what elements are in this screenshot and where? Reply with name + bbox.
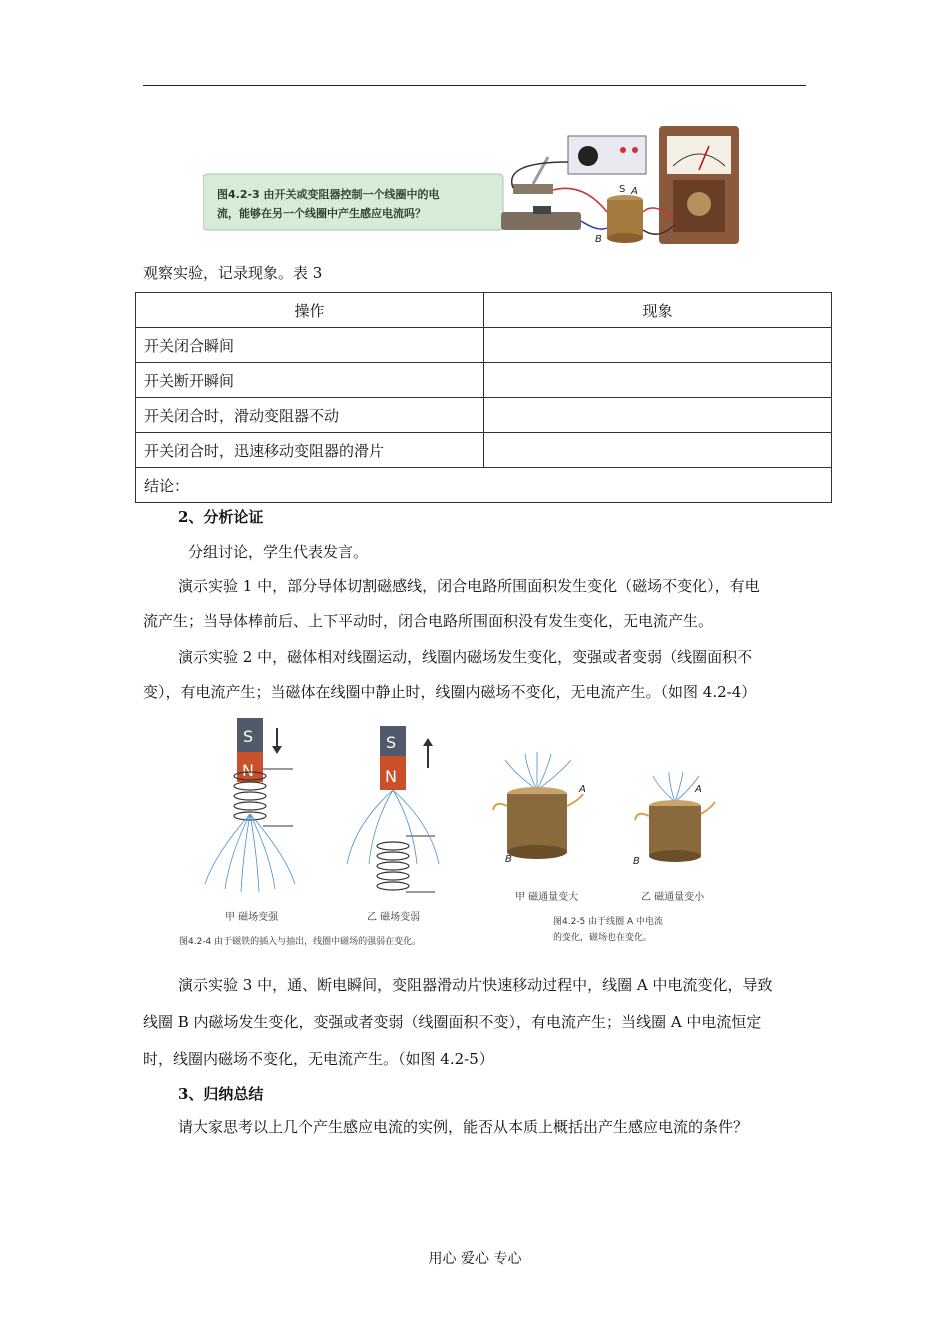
caption-box: [203, 174, 503, 230]
magnet-n-label: N: [242, 761, 254, 780]
section2-p2-line2: 流产生；当导体棒前后、上下平动时，闭合电路所围面积没有发生变化，无电流产生。: [143, 612, 714, 630]
label-yi: 乙 磁场变弱: [367, 912, 421, 923]
table-header-phenomenon: 现象: [484, 293, 832, 328]
table-header-row: [136, 293, 832, 328]
intro-text: 观察实验，记录现象。表 3: [143, 264, 323, 282]
section2-p2-line1: 演示实验 1 中，部分导体切割磁感线，闭合电路所围面积发生变化（磁场不变化），有电: [178, 577, 760, 595]
page-footer: 用心 爱心 专心: [428, 1251, 522, 1267]
label-a: A: [695, 784, 702, 795]
p4-line3: 时，线圈内磁场不变化，无电流产生。（如图 4.2-5）: [143, 1050, 494, 1068]
table-cell-phenomenon: [484, 363, 832, 398]
table-cell-phenomenon: [484, 433, 832, 468]
magnet-s-label: S: [243, 727, 254, 746]
caption-4-2-5-line2: 的变化，磁场也在变化。: [553, 933, 653, 943]
field-lines-yi: [347, 790, 439, 864]
figure1-caption-2: 流，能够在另一个线圈中产生感应电流吗？: [217, 207, 426, 220]
rheostat: [501, 212, 581, 230]
table-conclusion: 结论：: [136, 468, 832, 503]
table-row: [136, 398, 832, 433]
section3-heading: 3、归纳总结: [178, 1085, 264, 1103]
section2-p3-line1: 演示实验 2 中，磁体相对线圈运动，线圈内磁场发生变化，变强或者变弱（线圈面积不: [178, 648, 753, 666]
figure-4-2-3: [203, 122, 748, 250]
table-cell-phenomenon: [484, 328, 832, 363]
figure1-caption-1: 图4.2-3 由开关或变阻器控制一个线圈中的电: [217, 188, 440, 201]
switch: [513, 184, 553, 194]
section2-p3-line2: 变），有电流产生；当磁体在线圈中静止时，线圈内磁场不变化，无电流产生。（如图 4.2-4）: [143, 683, 757, 701]
magnet-n-label: N: [385, 767, 397, 786]
coil-yi: [377, 842, 409, 890]
table-header-operation: 操作: [136, 293, 484, 328]
coil-photo: [607, 200, 643, 238]
p4-line2: 线圈 B 内磁场发生变化，变强或者变弱（线圈面积不变），有电流产生；当线圈 A 中电流恒定: [143, 1013, 762, 1031]
diagram-flux-decrease: [633, 772, 715, 903]
table-conclusion-row: [136, 468, 832, 503]
diagram-yi: [347, 726, 439, 923]
table-cell-operation: 开关闭合瞬间: [136, 328, 484, 363]
table-row: [136, 363, 832, 398]
label-jia: 甲 磁场变强: [225, 912, 279, 923]
label-a: A: [631, 186, 638, 197]
figure-4-2-4-and-4-2-5: [175, 714, 775, 954]
label-b: B: [633, 856, 640, 867]
diagram-jia: [205, 718, 295, 923]
table-row: [136, 328, 832, 363]
table-cell-operation: 开关断开瞬间: [136, 363, 484, 398]
section3-p1: 请大家思考以上几个产生感应电流的实例，能否从本质上概括出产生感应电流的条件？: [178, 1118, 749, 1136]
table-cell-operation: 开关闭合时，滑动变阻器不动: [136, 398, 484, 433]
observation-table: [135, 292, 832, 503]
section2-p1: 分组讨论，学生代表发言。: [188, 543, 369, 561]
arrow-down-icon: [272, 746, 282, 754]
label-jia2: 甲 磁通量变大: [515, 892, 579, 903]
table-row: [136, 433, 832, 468]
section2-heading: 2、分析论证: [178, 508, 264, 526]
p4-line1: 演示实验 3 中，通、断电瞬间，变阻器滑动片快速移动过程中，线圈 A 中电流变化，导致: [178, 976, 773, 994]
label-b: B: [595, 234, 602, 245]
label-a: A: [579, 784, 586, 795]
diagram-flux-increase: [493, 752, 586, 903]
label-s: S: [619, 184, 626, 195]
caption-4-2-5-line1: 图4.2-5 由于线圈 A 中电流: [553, 917, 664, 927]
arrow-up-icon: [423, 738, 433, 746]
table-cell-phenomenon: [484, 398, 832, 433]
header-rule: [143, 85, 806, 86]
label-b: B: [505, 854, 512, 865]
power-dial: [578, 146, 598, 166]
table-cell-operation: 开关闭合时，迅速移动变阻器的滑片: [136, 433, 484, 468]
magnet-s-label: S: [386, 733, 397, 752]
caption-4-2-4: 图4.2-4 由于磁铁的插入与抽出，线圈中磁场的强弱在变化。: [179, 937, 422, 947]
label-yi2: 乙 磁通量变小: [641, 892, 705, 903]
